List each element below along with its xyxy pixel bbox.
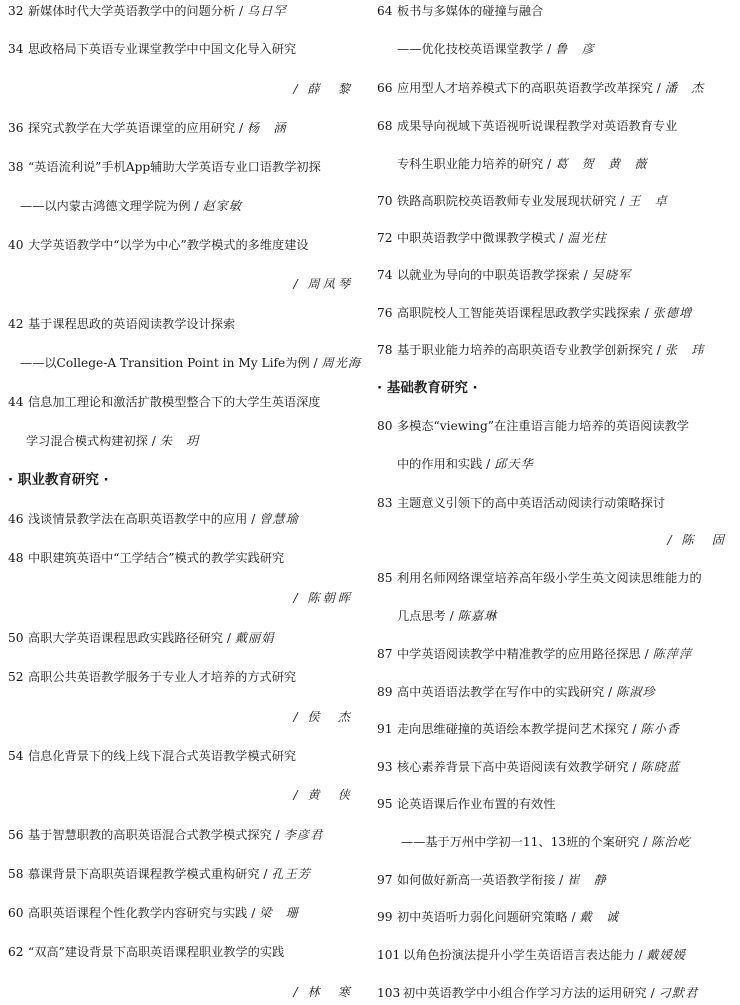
article-title-cont: 学习混合模式构建初探: [26, 434, 148, 448]
toc-entry: [377, 117, 677, 135]
article-author: 邱天华: [494, 457, 534, 471]
article-title: 基于课程思政的英语阅读教学设计探索: [28, 317, 236, 331]
toc-entry: [8, 865, 311, 883]
toc-entry: [377, 908, 619, 926]
article-title: 高职大学英语课程思政实践路径研究: [28, 631, 223, 645]
article-title: 探究式教学在大学英语课堂的应用研究: [28, 121, 236, 135]
author-separator: /: [639, 835, 652, 849]
article-title: 以就业为导向的中职英语教学探索: [397, 268, 580, 282]
section-heading: · 基础教育研究 ·: [377, 380, 478, 396]
article-author: 潘 杰: [664, 81, 705, 95]
author-separator: /: [482, 457, 495, 471]
article-subtitle: ——基于万州中学初一11、13班的个案研究: [401, 835, 640, 849]
author-separator: /: [652, 81, 665, 95]
page-number: 42: [8, 317, 24, 331]
article-author: / 陈 固: [667, 533, 727, 547]
article-title-cont: 几点思考: [397, 609, 446, 623]
article-title: “英语流利说”手机App辅助大学英语专业口语教学初探: [28, 160, 321, 174]
author-separator: /: [555, 231, 568, 245]
author-separator: /: [271, 828, 284, 842]
page-number: 74: [377, 268, 393, 282]
author-separator: /: [309, 356, 322, 370]
toc-entry: [8, 943, 284, 961]
article-author: 鲁 彦: [555, 42, 595, 56]
toc-entry: [377, 645, 692, 663]
toc-entry: [377, 758, 680, 776]
page-number: 34: [8, 42, 24, 56]
article-author: 赵家敏: [202, 199, 243, 213]
article-author: 崔 静: [567, 873, 607, 887]
page-number: 89: [377, 685, 393, 699]
page-number: 64: [377, 4, 393, 18]
article-title: 高职公共英语教学服务于专业人才培养的方式研究: [28, 670, 297, 684]
article-title: 板书与多媒体的碰撞与融合: [397, 4, 544, 18]
article-author: 孔王芳: [271, 867, 311, 881]
page-number: 50: [8, 631, 24, 645]
page-number: 68: [377, 119, 393, 133]
page-number: 58: [8, 867, 24, 881]
author-separator: /: [628, 722, 641, 736]
article-title: 论英语课后作业布置的有效性: [397, 797, 556, 811]
article-author: 戴丽娟: [234, 631, 275, 645]
article-subtitle-line: [20, 197, 242, 215]
article-author: 杨 涵: [247, 121, 287, 135]
article-title: 主题意义引领下的高中英语活动阅读行动策略探讨: [397, 496, 666, 510]
author-separator: /: [579, 268, 592, 282]
article-subtitle-line: [20, 354, 361, 372]
article-title: 基于智慧职教的高职英语混合式教学模式探究: [28, 828, 272, 842]
article-title: 走向思维碰撞的英语绘本教学提问艺术探究: [397, 722, 629, 736]
author-separator: /: [223, 631, 235, 645]
toc-entry: [377, 720, 680, 738]
page-number: 70: [377, 194, 393, 208]
toc-entry: [377, 341, 704, 359]
article-author: / 周凤琴: [293, 277, 353, 291]
article-author: 陈淑珍: [616, 685, 656, 699]
author-separator: /: [259, 867, 272, 881]
article-title: 思政格局下英语专业课堂教学中中国文化导入研究: [28, 42, 297, 56]
author-separator: /: [555, 873, 568, 887]
toc-entry: [377, 984, 698, 1002]
toc-entry: [377, 417, 689, 435]
toc-entry: [8, 236, 309, 254]
author-separator: /: [640, 647, 653, 661]
page-number: 56: [8, 828, 24, 842]
author-separator: /: [235, 4, 248, 18]
article-author: 陈嘉琳: [457, 609, 498, 623]
page-number: 44: [8, 395, 24, 409]
article-author: / 薛 黎: [293, 82, 353, 96]
page-number: 80: [377, 419, 393, 433]
article-title: 铁路高职院校英语教师专业发展现状研究: [397, 194, 617, 208]
toc-entry: [377, 304, 692, 322]
toc-entry: [8, 393, 321, 411]
article-title: 浅谈情景教学法在高职英语教学中的应用: [28, 512, 248, 526]
article-author: / 黄 侠: [293, 788, 353, 802]
page-number: 93: [377, 760, 393, 774]
author-separator: /: [247, 906, 260, 920]
article-title: 初中英语教学中小组合作学习方法的运用研究: [403, 986, 647, 1000]
article-title: 信息加工理论和激活扩散模型整合下的大学生英语深度: [28, 395, 321, 409]
page-number: 87: [377, 647, 393, 661]
article-author: 张 玮: [664, 343, 705, 357]
toc-entry: [377, 79, 704, 97]
page-number: 40: [8, 238, 24, 252]
toc-entry: [377, 266, 631, 284]
article-title: “双高”建设背景下高职英语课程职业教学的实践: [28, 945, 285, 959]
author-separator: /: [190, 199, 203, 213]
article-title: 高中英语语法教学在写作中的实践研究: [397, 685, 605, 699]
page-number: 48: [8, 551, 24, 565]
article-title-cont: 专科生职业能力培养的研究: [397, 157, 544, 171]
page-number: 97: [377, 873, 393, 887]
toc-entry: [8, 119, 287, 137]
toc-entry: [8, 904, 299, 922]
page-number: 85: [377, 571, 393, 585]
author-separator: /: [247, 512, 260, 526]
author-separator: /: [235, 121, 248, 135]
article-author: 王 卓: [628, 194, 668, 208]
author-separator: /: [652, 343, 665, 357]
article-title: 如何做好新高一英语教学衔接: [397, 873, 556, 887]
article-subtitle: ——优化技校英语课堂教学: [397, 42, 544, 56]
article-author: / 陈朝晖: [293, 591, 353, 605]
toc-entry: [377, 2, 543, 20]
article-author: 陈小香: [640, 722, 680, 736]
article-author: 陈晓蓝: [640, 760, 680, 774]
page-number: 46: [8, 512, 24, 526]
toc-entry: [8, 510, 299, 528]
article-title: 中职建筑英语中“工学结合”模式的教学实践研究: [28, 551, 285, 565]
article-title: 初中英语听力弱化问题研究策略: [397, 910, 568, 924]
article-title: 核心素养背景下高中英语阅读有效教学研究: [397, 760, 629, 774]
article-subtitle-line: [401, 833, 691, 851]
page-number: 36: [8, 121, 24, 135]
article-title: 中学英语阅读教学中精准教学的应用路径探思: [397, 647, 641, 661]
article-author: / 林 寒: [293, 985, 353, 999]
article-title: 多模态“viewing”在注重语言能力培养的英语阅读教学: [397, 419, 689, 433]
author-separator: /: [543, 157, 556, 171]
author-separator: /: [640, 306, 653, 320]
article-author: 戴 诚: [579, 910, 620, 924]
page-number: 103: [377, 986, 401, 1000]
article-title: 高职英语课程个性化教学内容研究与实践: [28, 906, 248, 920]
article-author: 陈治屹: [651, 835, 691, 849]
page-number: 62: [8, 945, 24, 959]
page-number: 60: [8, 906, 24, 920]
author-separator: /: [567, 910, 580, 924]
toc-entry: [377, 946, 686, 964]
page-number: 38: [8, 160, 24, 174]
article-title: 中职英语教学中微课教学模式: [397, 231, 556, 245]
page-number: 32: [8, 4, 24, 18]
toc-entry: [377, 795, 555, 813]
toc-entry: [377, 229, 607, 247]
article-title: 大学英语教学中“以学为中心”教学模式的多维度建设: [28, 238, 309, 252]
article-title: 新媒体时代大学英语教学中的问题分析: [28, 4, 236, 18]
article-subtitle: ——以College-A Transition Point in My Life为例: [20, 356, 310, 370]
author-separator: /: [628, 760, 641, 774]
article-author: 乌日罕: [247, 4, 287, 18]
article-author: 曾慧瑜: [259, 512, 299, 526]
toc-entry: [8, 747, 296, 765]
page-number: 83: [377, 496, 393, 510]
toc-entry: [8, 40, 296, 58]
article-title-continuation: [397, 607, 497, 625]
article-author: / 侯 杰: [293, 710, 353, 724]
page-number: 66: [377, 81, 393, 95]
article-author: 温光柱: [567, 231, 607, 245]
article-author: 李彦君: [283, 828, 324, 842]
page-number: 101: [377, 948, 401, 962]
article-title: 基于职业能力培养的高职英语专业教学创新探究: [397, 343, 653, 357]
article-author: 梁 珊: [259, 906, 299, 920]
author-separator: /: [616, 194, 629, 208]
section-heading: · 职业教育研究 ·: [8, 472, 109, 488]
toc-entry: [8, 826, 323, 844]
article-subtitle: ——以内蒙古鸿德文理学院为例: [20, 199, 191, 213]
toc-entry: [8, 549, 284, 567]
article-author: 张德增: [652, 306, 693, 320]
page-number: 72: [377, 231, 393, 245]
page-number: 95: [377, 797, 393, 811]
article-title: 以角色扮演法提升小学生英语语言表达能力: [403, 948, 635, 962]
article-author: 吴晓军: [591, 268, 632, 282]
article-author: 朱 玥: [159, 434, 200, 448]
toc-entry: [377, 494, 665, 512]
toc-entry: [377, 871, 607, 889]
page-number: 52: [8, 670, 24, 684]
page-number: 91: [377, 722, 393, 736]
article-title-cont: 中的作用和实践: [397, 457, 483, 471]
toc-entry: [377, 569, 702, 587]
author-separator: /: [543, 42, 556, 56]
toc-entry: [8, 629, 274, 647]
author-separator: /: [634, 948, 647, 962]
toc-entry: [377, 683, 656, 701]
article-title: 信息化背景下的线上线下混合式英语教学模式研究: [28, 749, 297, 763]
article-author: 戴媛媛: [646, 948, 686, 962]
page-number: 99: [377, 910, 393, 924]
toc-entry: [8, 2, 287, 20]
toc-entry: [8, 158, 321, 176]
article-title: 应用型人才培养模式下的高职英语教学改革探究: [397, 81, 653, 95]
article-title: 高职院校人工智能英语课程思政教学实践探索: [397, 306, 641, 320]
article-title: 慕课背景下高职英语课程教学模式重构研究: [28, 867, 260, 881]
article-title-continuation: [397, 455, 534, 473]
article-title: 成果导向视域下英语视听说课程教学对英语教育专业: [397, 119, 678, 133]
author-separator: /: [646, 986, 659, 1000]
page-number: 54: [8, 749, 24, 763]
article-author: 刁默君: [658, 986, 699, 1000]
page-number: 78: [377, 343, 393, 357]
toc-entry: [8, 315, 235, 333]
article-title-continuation: [397, 155, 647, 173]
article-author: 周光海: [321, 356, 362, 370]
author-separator: /: [147, 434, 160, 448]
article-subtitle-line: [397, 40, 595, 58]
toc-entry: [8, 668, 296, 686]
article-title: 利用名师网络课堂培养高年级小学生英文阅读思维能力的: [397, 571, 702, 585]
article-author: 葛 贺 黄 薇: [555, 157, 648, 171]
toc-entry: [377, 192, 668, 210]
page-number: 76: [377, 306, 393, 320]
article-author: 陈萍萍: [652, 647, 693, 661]
author-separator: /: [445, 609, 458, 623]
article-title-continuation: [26, 432, 199, 450]
author-separator: /: [604, 685, 617, 699]
